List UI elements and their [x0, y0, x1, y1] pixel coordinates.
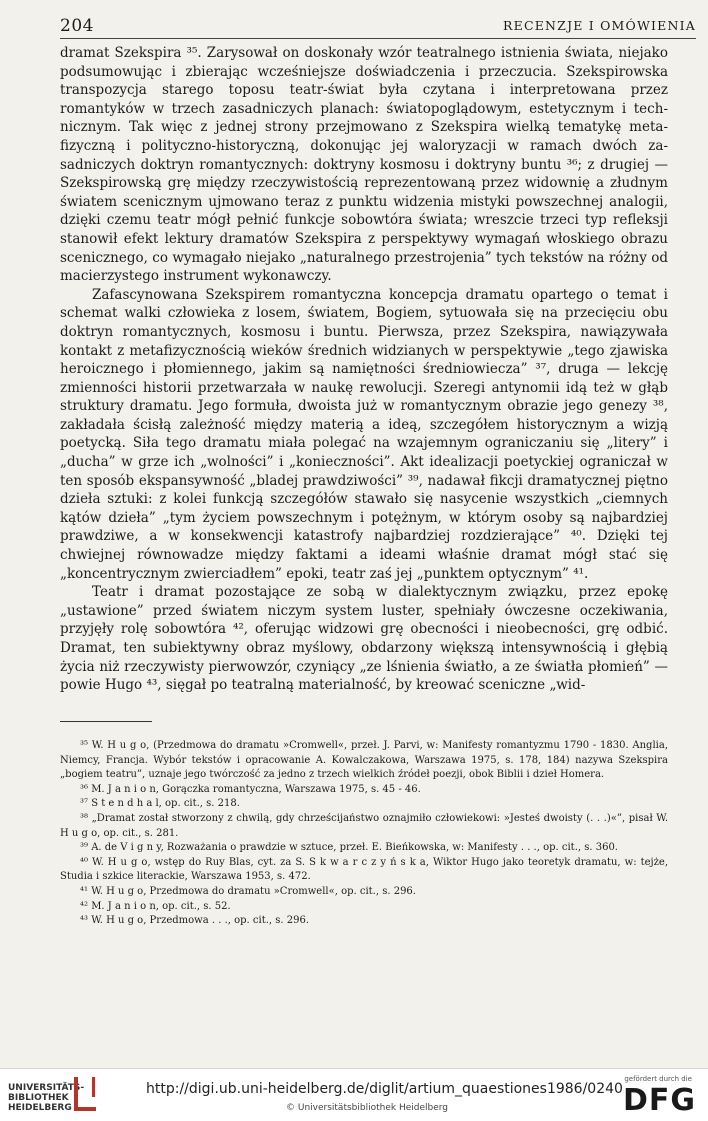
footnote: ³⁵ W. H u g o, (Przedmowa do dramatu »Cromwell«, przeł. J. Parvi, w: Manifesty romantyzmu 1790 - 1830. Anglia, Niemcy, Francja. Wybór tekstów i opracowanie A. Kowalczakowa, Warszawa 1975, s. 178, 184) nazywa Szekspira „bogiem teatru”, uznaje jego twórczość za jedno z trzech wielkich źródeł poezji, obok Biblii i dzieł Homera. [60, 740, 668, 781]
library-mark-icon [74, 1077, 96, 1111]
footnote: ⁴⁰ W. H u g o, wstęp do Ruy Blas, cyt. za S. S k w a r c z y ń s k a, Wiktor Hugo jako teoretyk dramatu, w: tejże, Studia i szkice literackie, Warszawa 1953, s. 472. [60, 856, 668, 883]
header-divider [60, 38, 696, 39]
footnote: ³⁸ „Dramat został stworzony z chwilą, gdy chrześcijaństwo oznajmiło człowiekowi: »Jesteś dwoisty (. . .)«”, pisał W. H u g o, op. cit., s. 281. [60, 812, 668, 839]
footnote: ⁴³ W. H u g o, Przedmowa . . ., op. cit., s. 296. [80, 915, 309, 927]
body-paragraph: Zafascynowana Szekspirem romantyczna koncepcja dramatu opartego o temat i schemat walki człowieka z losem, światem, Bogiem, sytuowała się na przecięciu obu doktryn romantycznych, kosmosu i buntu. Pierwsza, przez Szekspira, nawiązywała kontakt z metafizycznością wieków średnich widzianych w perspektywie „tego zjawiska heroicznego i płomiennego, jakim są namiętności średniowiecza” ³⁷, druga — lekcję zmienności historii przetwarzała w naukę rewolucji. Szeregi antynomii idą też w głąb struktury dramatu. Jego formuła, dwoista już w romantycznym obrazie jego genezy ³⁸, zakładała ścisłą zależność między materią a ideą, szczegółem historycznym a wizją poetycką. Siła tego dramatu miała polegać na wzajemnym ograniczaniu się „litery” i „ducha” w grze ich „wolności” i „konieczności”. Akt idealizacji poetyckiej ograniczał w ten sposób ekspansywność „bladej prawdziwości” ³⁹, nadawał fikcji dramatycznej piętno dzieła sztuki: z kolei funkcją szczegółów stawało się nasycenie wszystkich „ciemnych kątów dzieła” „tym życiem powszechnym i potężnym, w którym osoby są najbardziej prawdziwe, a w konsekwencji katastrofy najbardziej rozdzierające” ⁴⁰. Dzięki tej chwiejnej równowadze między faktami a ideami właśnie dramat mógł stać się „koncentrycznym zwierciadłem” epoki, teatr zaś jej „punktem optycznym” ⁴¹. [60, 286, 668, 582]
dfg-logo[interactable]: DFG [622, 1083, 696, 1118]
footnote-divider [60, 721, 152, 722]
library-logo[interactable]: UNIVERSITÄTS- BIBLIOTHEK HEIDELBERG [8, 1083, 85, 1113]
running-head: RECENZJE I OMÓWIENIA [503, 18, 696, 33]
permalink[interactable]: http://digi.ub.uni-heidelberg.de/diglit/artium_quaestiones1986/0240 [146, 1081, 623, 1097]
footnotes [60, 739, 668, 929]
body-paragraph: dramat Szekspira ³⁵. Zarysował on doskonały wzór teatralnego istnienia świata, niejako podsumowując i zbierając wcześniejsze doświadczenia i przeczucia. Szekspirowska transpozycja starego toposu teatr-świat była czytana i interpretowana przez romantyków w trzech zasadniczych planach: światopoglądowym, estetycznym i technicznym. Tak więc z jednej strony przejmowano z Szekspira wielką tematykę metafizyczną i polityczno-historyczną, dokonując jej waloryzacji w ramach dwóch zasadniczych doktryn romantycznych: doktryny kosmosu i doktryny buntu ³⁶; z drugiej — Szekspirowską grę między rzeczywistością reprezentowaną przez widownię a złudnym światem scenicznym ujmowano teraz z punktu widzenia mistyki powszechnej analogii, dzięki czemu teatr mógł pełnić funkcje sobowtóra świata; wreszcie trzeci typ refleksji stanowił efekt lektury dramatów Szekspira z perspektywy wymagań włoskiego obrazu scenicznego, co wymagało niejako „naturalnego przestrojenia” tych tekstów na różny od macierzystego instrument wykonawczy. [60, 45, 668, 285]
body-paragraph: Teatr i dramat pozostające ze sobą w dialektycznym związku, przez epokę „ustawione” przed światem niczym system luster, spełniały ówczesne oczekiwania, przyjęły rolę sobowtóra ⁴², oferując widzowi grę obecności i nieobecności, grę odbić. Dramat, ten subiektywny obraz myślowy, obdarzony większą intensywnością i głębią życia niż rzeczywisty pierwowzór, czyniący „ze lśnienia światło, a ze światła płomień” — powie Hugo ⁴³, sięgał po teatralną materialność, by kreować sceniczne „wid- [60, 584, 668, 694]
funding-note: gefördert durch die [624, 1075, 692, 1083]
footnote: ³⁷ S t e n d h a l, op. cit., s. 218. [80, 798, 240, 810]
footnote: ³⁶ M. J a n i o n, Gorączka romantyczna, Warszawa 1975, s. 45 - 46. [80, 783, 421, 795]
viewer-footer [0, 1068, 708, 1121]
footnote: ⁴¹ W. H u g o, Przedmowa do dramatu »Cromwell«, op. cit., s. 296. [80, 885, 416, 897]
footnote: ³⁹ A. de V i g n y, Rozważania o prawdzie w sztuce, przeł. E. Bieńkowska, w: Manifesty . . ., op. cit., s. 360. [80, 842, 618, 854]
page-number: 204 [60, 16, 94, 36]
main-text [60, 44, 668, 695]
footnote: ⁴² M. J a n i o n, op. cit., s. 52. [80, 900, 231, 912]
copyright-notice: © Universitätsbibliothek Heidelberg [286, 1103, 449, 1113]
